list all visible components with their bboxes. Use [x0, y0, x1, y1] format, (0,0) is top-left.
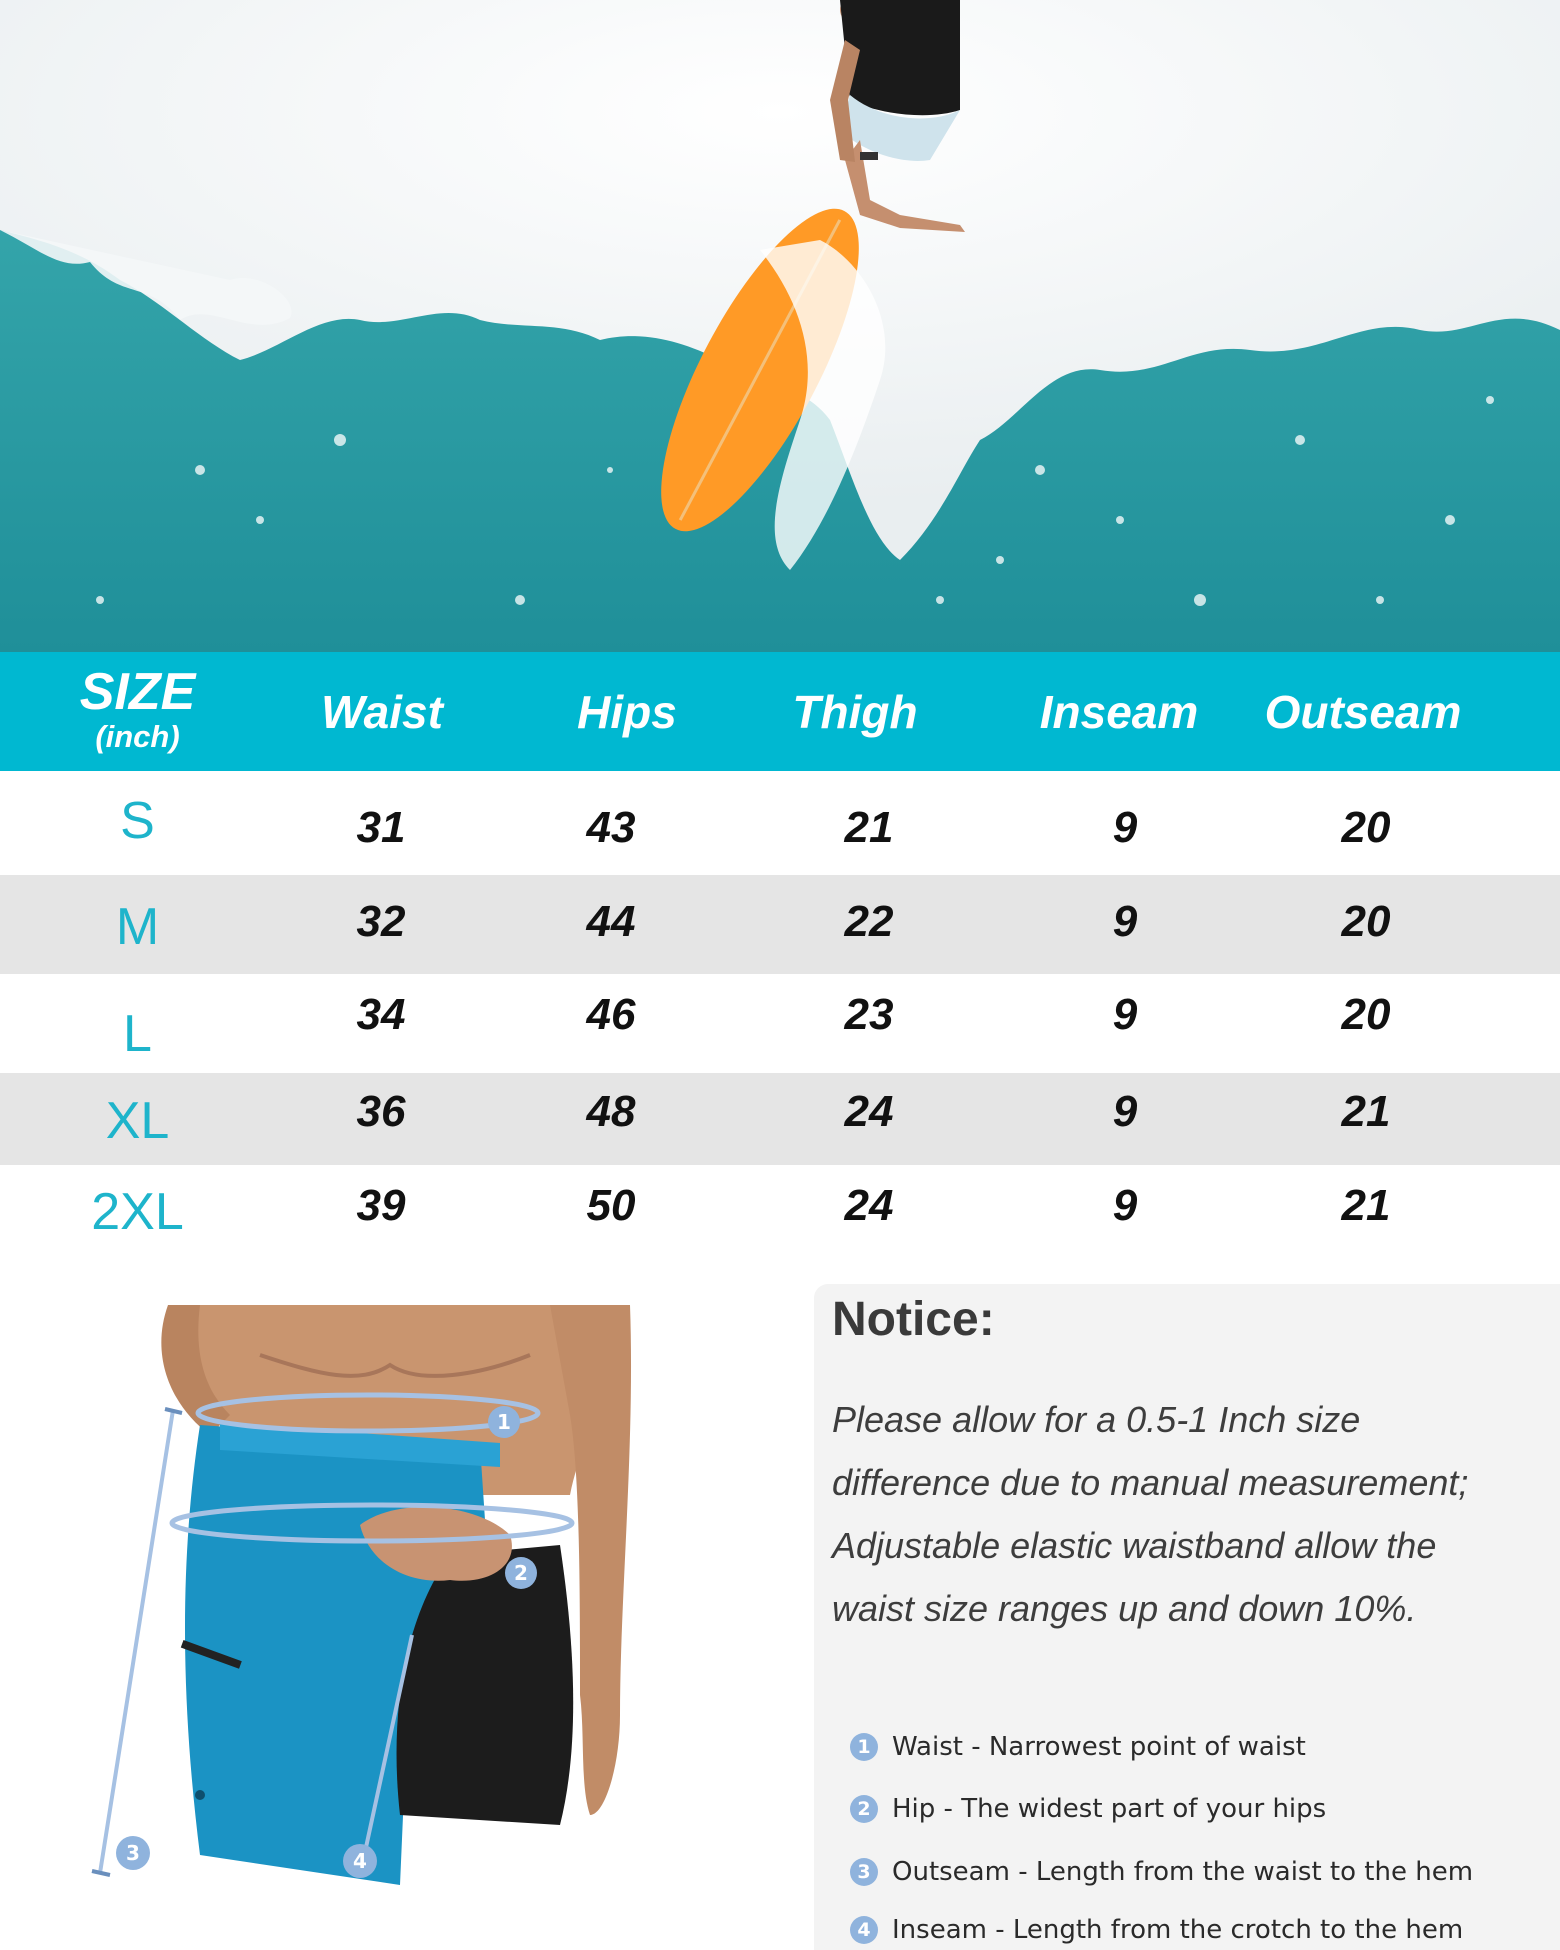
hips-value: 43 [586, 803, 636, 852]
measurement-diagram [60, 1295, 680, 1945]
outseam-value: 20 [1341, 897, 1391, 946]
notice-line: difference due to manual measurement; [832, 1462, 1469, 1503]
surfer-hero-image [0, 0, 1560, 652]
hips-value: 46 [586, 990, 636, 1039]
thigh-column-header: Thigh [792, 686, 918, 738]
table-row [0, 1165, 1560, 1265]
notice-line: Please allow for a 0.5-1 Inch size [832, 1399, 1361, 1440]
svg-text:3: 3 [126, 1841, 140, 1865]
waist-value: 39 [356, 1181, 406, 1230]
legend-text: Hip - The widest part of your hips [892, 1794, 1327, 1824]
outseam-column-header: Outseam [1264, 686, 1462, 738]
thigh-value: 21 [844, 803, 894, 852]
legend-text: Outseam - Length from the waist to the hem [892, 1857, 1474, 1887]
size-label: M [115, 898, 160, 956]
outseam-value: 21 [1341, 1181, 1391, 1230]
waist-value: 31 [356, 803, 406, 852]
outseam-value: 20 [1341, 990, 1391, 1039]
size-label: L [123, 1005, 152, 1063]
inseam-value: 9 [1112, 1181, 1138, 1230]
thigh-value: 22 [844, 897, 894, 946]
waist-value: 32 [356, 897, 406, 946]
surfer-photo-illustration [0, 0, 1560, 652]
notice-body [832, 1388, 1532, 1640]
inseam-column-header: Inseam [1039, 686, 1199, 738]
outseam-value: 20 [1341, 803, 1391, 852]
hips-value: 44 [586, 897, 636, 946]
size-column-header: SIZE [79, 663, 196, 721]
marker-2 [505, 1557, 537, 1589]
size-label: S [120, 792, 155, 850]
notice-line: Adjustable elastic waistband allow the [832, 1525, 1437, 1566]
hips-value: 48 [586, 1087, 636, 1136]
svg-text:4: 4 [353, 1849, 367, 1873]
size-unit-label: (inch) [95, 719, 180, 754]
marker-4 [343, 1844, 377, 1878]
legend-text: Inseam - Length from the crotch to the hem [892, 1915, 1464, 1945]
hips-value: 50 [586, 1181, 636, 1230]
inseam-value: 9 [1112, 990, 1138, 1039]
legend-item-hip [850, 1789, 1326, 1829]
thigh-value: 24 [844, 1087, 894, 1136]
hips-column-header: Hips [577, 686, 677, 738]
legend-number: 3 [850, 1858, 878, 1886]
thigh-value: 23 [844, 990, 894, 1039]
model-shorts-illustration [60, 1295, 680, 1945]
marker-1 [488, 1406, 520, 1438]
svg-text:1: 1 [497, 1410, 511, 1434]
table-row [0, 875, 1560, 974]
legend-item-inseam [850, 1910, 1463, 1950]
notice-title: Notice: [832, 1293, 995, 1346]
outseam-value: 21 [1341, 1087, 1391, 1136]
legend-number: 1 [850, 1733, 878, 1761]
svg-text:2: 2 [514, 1561, 528, 1585]
table-row [0, 1073, 1560, 1165]
legend-item-outseam [850, 1852, 1473, 1892]
marker-3 [116, 1836, 150, 1870]
inseam-value: 9 [1112, 1087, 1138, 1136]
legend-number: 4 [850, 1916, 878, 1944]
notice-panel [814, 1284, 1560, 1950]
table-row [0, 771, 1560, 875]
legend-item-waist [850, 1727, 1306, 1767]
size-label: 2XL [91, 1183, 184, 1241]
waist-value: 34 [356, 990, 406, 1039]
inseam-value: 9 [1112, 897, 1138, 946]
size-label: XL [105, 1092, 170, 1150]
inseam-value: 9 [1112, 803, 1138, 852]
legend-text: Waist - Narrowest point of waist [892, 1732, 1306, 1762]
notice-line: waist size ranges up and down 10%. [832, 1588, 1417, 1629]
size-table-header [0, 652, 1560, 771]
waist-column-header: Waist [321, 686, 443, 738]
table-row [0, 974, 1560, 1073]
legend-number: 2 [850, 1795, 878, 1823]
thigh-value: 24 [844, 1181, 894, 1230]
waist-value: 36 [356, 1087, 406, 1136]
